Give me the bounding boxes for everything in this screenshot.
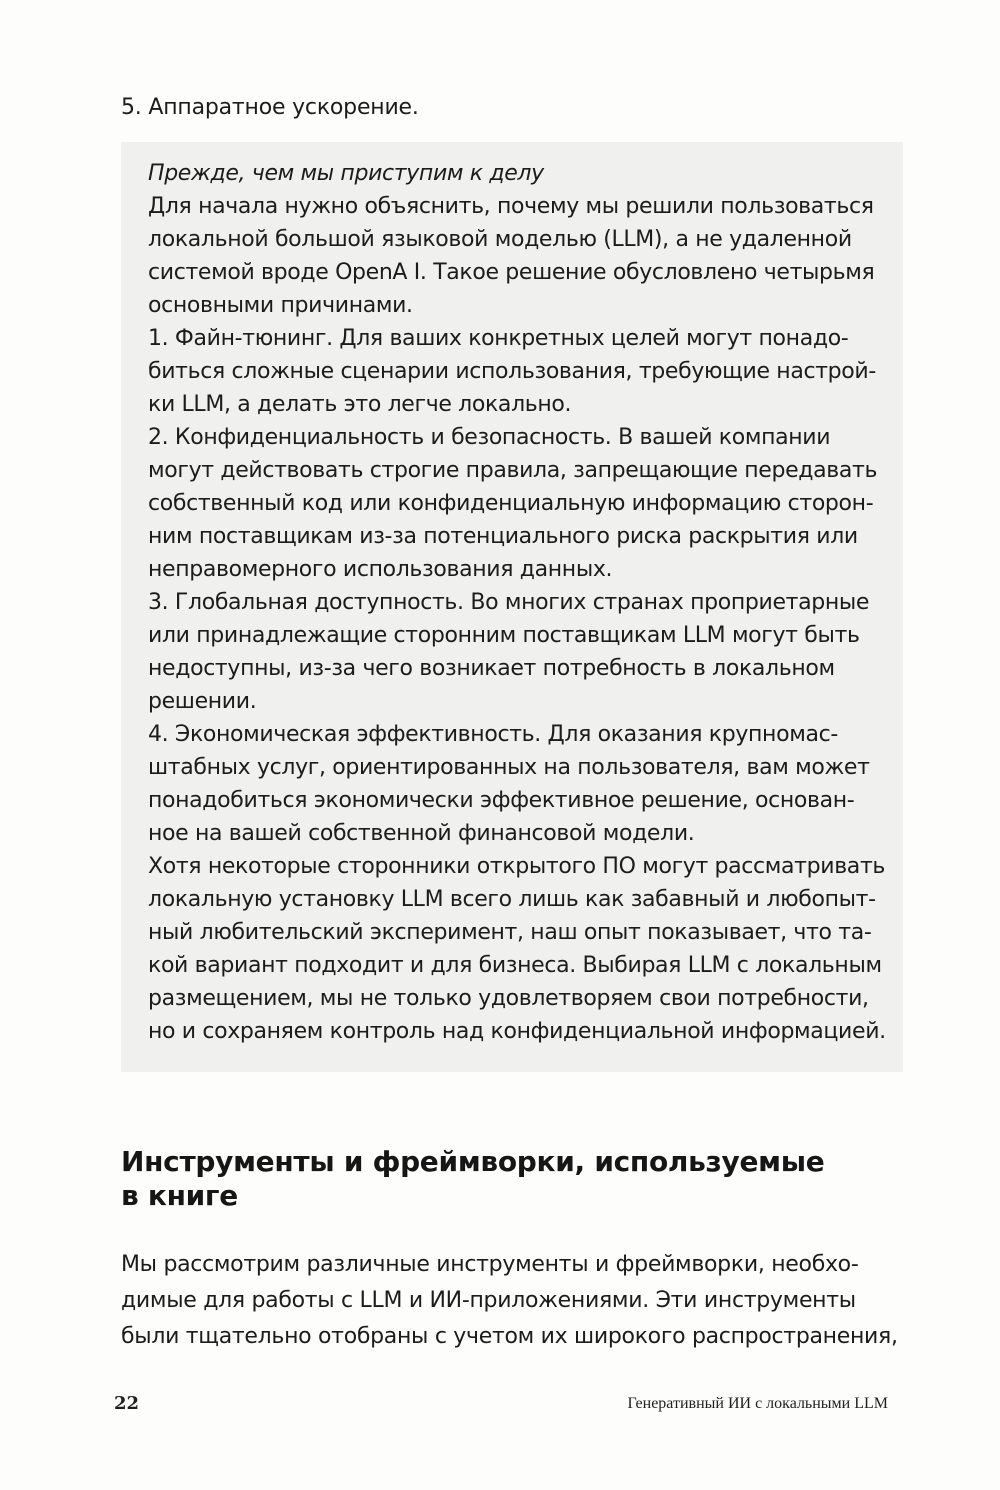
sidebar-line: основными причинами. (148, 293, 413, 318)
sidebar-line: Для начала нужно объяснить, почему мы решили пользоваться (148, 194, 874, 219)
body-line: Мы рассмотрим различные инструменты и фреймворки, необхо- (121, 1252, 859, 1277)
section-body (121, 1247, 911, 1355)
page-number: 22 (114, 1393, 140, 1414)
body-line: были тщательно отобраны с учетом их широкого распространения, (121, 1324, 898, 1349)
sidebar-line: размещением, мы не только удовлетворяем свои потребности, (148, 986, 869, 1011)
sidebar-line: понадобиться экономически эффективное решение, основан- (148, 788, 855, 813)
sidebar-line: Хотя некоторые сторонники открытого ПО могут рассматривать (148, 854, 886, 879)
sidebar-line: локальной большой языковой моделью (LLM), а не удаленной (148, 227, 852, 252)
sidebar-line: могут действовать строгие правила, запрещающие передавать (148, 458, 878, 483)
sidebar-title: Прежде, чем мы приступим к делу (148, 161, 544, 186)
sidebar-line: 3. Глобальная доступность. Во многих странах проприетарные (148, 590, 870, 615)
sidebar-line: штабных услуг, ориентированных на пользователя, вам может (148, 755, 870, 780)
sidebar-line: собственный код или конфиденциальную информацию сторон- (148, 491, 874, 516)
sidebar-line: кой вариант подходит и для бизнеса. Выбирая LLM с локальным (148, 953, 882, 978)
sidebar-line: решении. (148, 689, 257, 714)
section-heading-line: Инструменты и фреймворки, используемые (121, 1145, 825, 1178)
sidebar-line: но и сохраняем контроль над конфиденциальной информацией. (148, 1019, 886, 1044)
sidebar-line: недоступны, из-за чего возникает потребность в локальном (148, 656, 835, 681)
sidebar-line: локальную установку LLM всего лишь как забавный и любопыт- (148, 887, 876, 912)
sidebar-line: 1. Файн-тюнинг. Для ваших конкретных целей могут понадо- (148, 326, 849, 351)
sidebar-line: 4. Экономическая эффективность. Для оказания крупномас- (148, 722, 838, 747)
section-heading-line: в книге (121, 1179, 238, 1212)
list-item-hardware-acceleration: 5. Аппаратное ускорение. (121, 95, 419, 120)
sidebar-line: ное на вашей собственной финансовой модели. (148, 821, 695, 846)
sidebar-line: системой вроде OpenA I. Такое решение обусловлено четырьмя (148, 260, 875, 285)
sidebar-content (148, 157, 888, 1048)
running-footer-title: Генеративный ИИ с локальными LLM (627, 1395, 888, 1412)
sidebar-line: ним поставщикам из-за потенциального риска раскрытия или (148, 524, 858, 549)
sidebar-line: ки LLM, а делать это легче локально. (148, 392, 572, 417)
section-heading (121, 1145, 921, 1213)
sidebar-line: 2. Конфиденциальность и безопасность. В вашей компании (148, 425, 831, 450)
sidebar-line: или принадлежащие сторонним поставщикам LLM могут быть (148, 623, 860, 648)
sidebar-line: ный любительский эксперимент, наш опыт показывает, что та- (148, 920, 872, 945)
sidebar-line: неправомерного использования данных. (148, 557, 613, 582)
sidebar-line: биться сложные сценарии использования, требующие настрой- (148, 359, 876, 384)
body-line: димые для работы с LLM и ИИ-приложениями. Эти инструменты (121, 1288, 856, 1313)
